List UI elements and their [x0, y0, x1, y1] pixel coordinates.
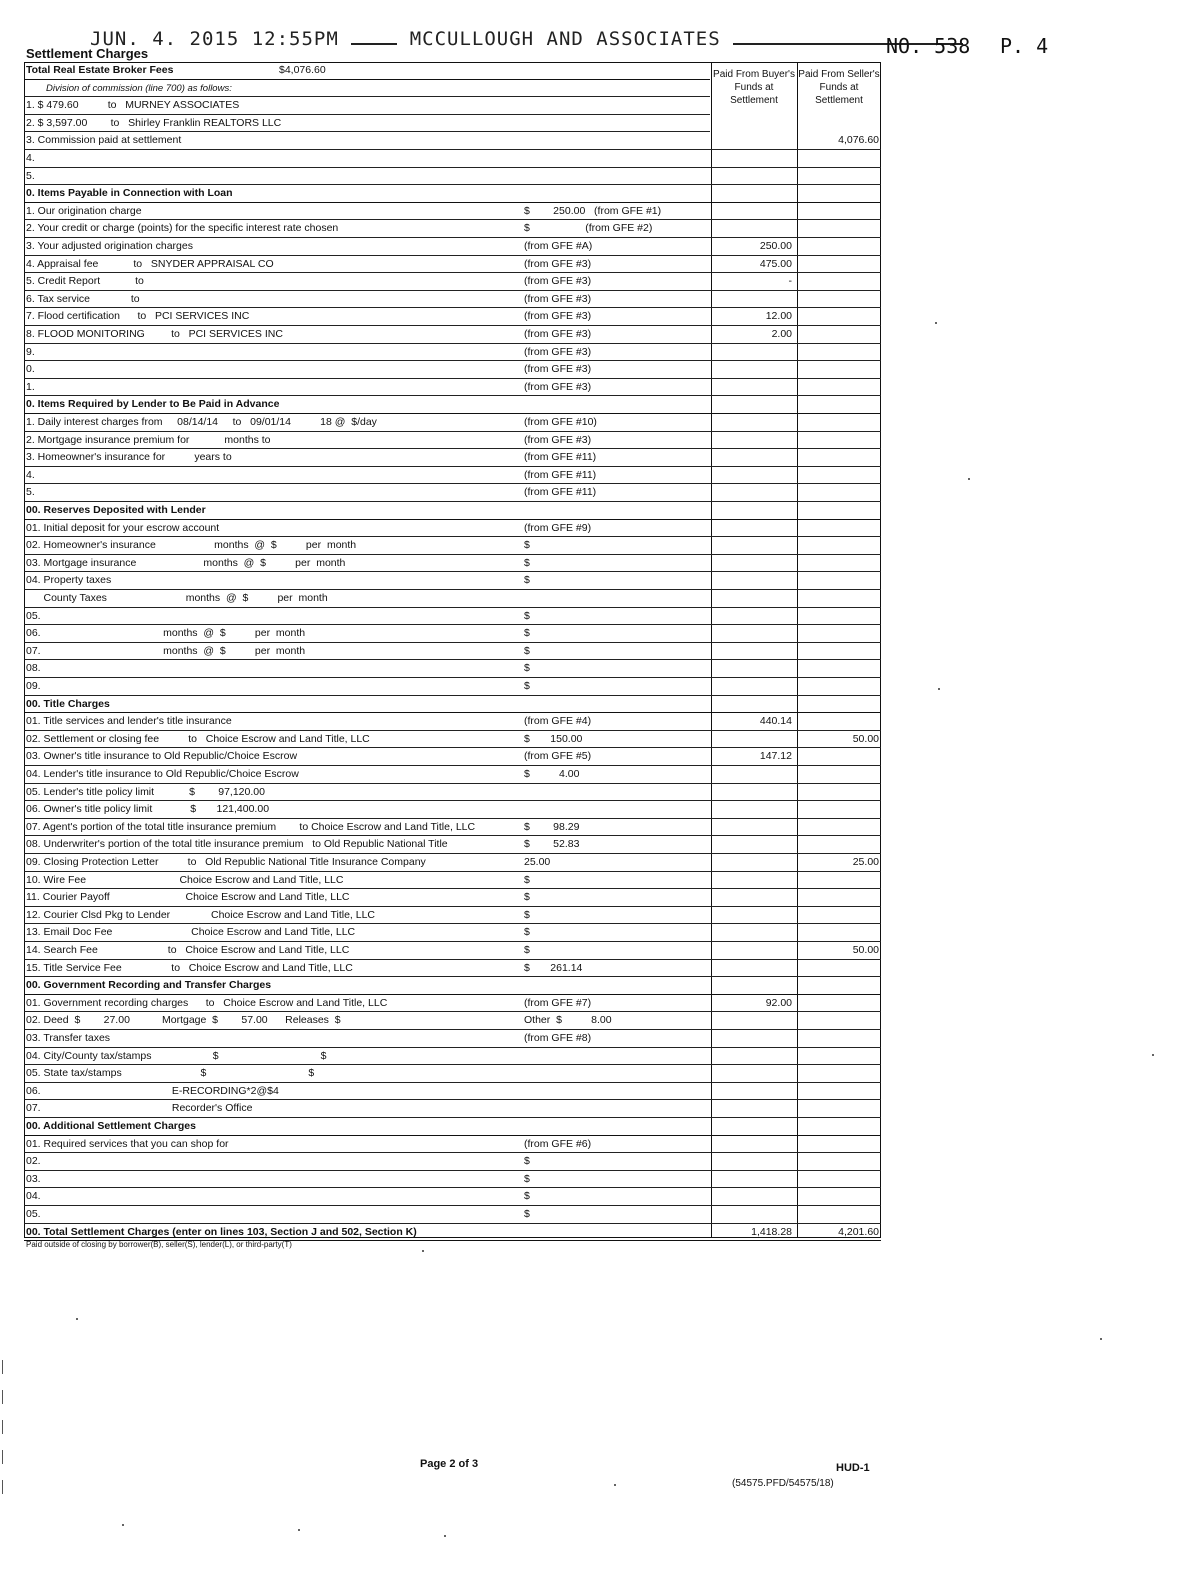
- charge-row: [24, 449, 881, 467]
- row-label: 04. Property taxes: [26, 574, 112, 587]
- row-reference: (from GFE #6): [524, 1137, 592, 1150]
- row-label: 06. Owner's title policy limit $ 121,400.00: [26, 803, 270, 816]
- scan-speck: [968, 478, 970, 480]
- row-label: 07. Agent's portion of the total title insurance premium to Choice Escrow and Land Title, LLC: [26, 820, 476, 833]
- form-reference: (54575.PFD/54575/18): [732, 1478, 834, 1489]
- row-reference: $: [524, 908, 530, 921]
- charge-row: [24, 731, 881, 749]
- row-label: 15. Title Service Fee to Choice Escrow and Land Title, LLC: [26, 961, 353, 974]
- buyer-amount: 440.14: [759, 715, 792, 728]
- row-label: 11. Courier Payoff Choice Escrow and Land Title, LLC: [26, 891, 350, 904]
- buyer-amount: 250.00: [759, 240, 792, 252]
- row-label: 02.: [26, 1155, 41, 1168]
- buyer-amount: 147.12: [759, 750, 792, 763]
- buyer-column-header: Paid From Buyer's Funds at Settlement: [713, 69, 795, 106]
- charge-row: [24, 590, 881, 608]
- charge-row: [24, 1048, 881, 1066]
- row-label: 02. Deed $ 27.00 Mortgage $ 57.00 Releases $: [26, 1014, 341, 1027]
- charge-row: [24, 256, 881, 274]
- charge-row: [24, 889, 881, 907]
- row-label: 12. Courier Clsd Pkg to Lender Choice Escrow and Land Title, LLC: [26, 908, 376, 921]
- row-label: 06. months @ $ per month: [26, 627, 306, 640]
- row-label: 4.: [26, 152, 35, 164]
- scan-speck: [444, 1535, 446, 1537]
- charge-row: [24, 520, 881, 538]
- scan-mark: [2, 1390, 3, 1404]
- scan-speck: [1152, 1054, 1154, 1056]
- fax-header: [90, 28, 963, 50]
- row-label: 00. Total Settlement Charges (enter on lines 103, Section J and 502, Section K): [26, 1225, 417, 1238]
- section-header-row: [24, 396, 881, 414]
- charge-row: [24, 555, 881, 573]
- row-reference: (from GFE #3): [524, 380, 592, 393]
- row-label: 08.: [26, 662, 41, 675]
- row-label: County Taxes months @ $ per month: [26, 592, 328, 604]
- row-label: 09.: [26, 680, 41, 692]
- row-label: 5. Credit Report to: [26, 275, 144, 288]
- row-reference: (from GFE #3): [524, 345, 592, 358]
- charge-row: [24, 344, 881, 362]
- buyer-amount: 475.00: [759, 257, 792, 270]
- row-label: Division of commission (line 700) as follows:: [46, 82, 232, 94]
- row-label: 3. Your adjusted origination charges: [26, 240, 193, 252]
- row-label: 03. Mortgage insurance months @ $ per month: [26, 556, 346, 569]
- row-label: 1.: [26, 380, 35, 393]
- row-label: 03.: [26, 1172, 41, 1185]
- row-label: 07. Recorder's Office: [26, 1102, 253, 1115]
- row-label: 07. months @ $ per month: [26, 644, 306, 657]
- charge-row: [24, 467, 881, 485]
- row-label: 04.: [26, 1190, 41, 1203]
- row-label: 03. Owner's title insurance to Old Republic/Choice Escrow: [26, 750, 298, 763]
- charge-row: [24, 995, 881, 1013]
- row-reference: $: [524, 627, 530, 640]
- row-label: Total Real Estate Broker Fees: [26, 64, 174, 76]
- section-header-row: [24, 696, 881, 714]
- row-label: 2. $ 3,597.00 to Shirley Franklin REALTORS LLC: [26, 116, 282, 129]
- row-reference: $: [524, 574, 530, 587]
- row-label: 2. Mortgage insurance premium for months to: [26, 433, 271, 446]
- row-reference: $: [524, 926, 530, 939]
- row-reference: (from GFE #3): [524, 433, 592, 446]
- row-reference: $: [524, 1208, 530, 1220]
- charge-row: [24, 537, 881, 555]
- row-reference: (from GFE #9): [524, 521, 592, 534]
- row-label: 04. City/County tax/stamps $ $: [26, 1049, 327, 1062]
- row-reference: (from GFE #3): [524, 363, 592, 376]
- charge-row: [24, 361, 881, 379]
- form-title: Settlement Charges: [26, 46, 149, 61]
- charge-row: [24, 484, 881, 502]
- scan-speck: [422, 1250, 424, 1252]
- row-reference: $ 52.83: [524, 838, 580, 851]
- row-label: 5.: [26, 169, 35, 182]
- row-reference: $: [524, 1155, 530, 1168]
- row-reference: Other $ 8.00: [524, 1014, 612, 1027]
- row-label: 01. Required services that you can shop for: [26, 1137, 229, 1150]
- fax-datetime: JUN. 4. 2015 12:55PM: [90, 28, 339, 50]
- row-label: 0. Items Payable in Connection with Loan: [26, 187, 233, 200]
- row-reference: $: [524, 556, 530, 569]
- row-reference: (from GFE #3): [524, 257, 592, 270]
- charge-row: [24, 379, 881, 397]
- row-reference: (from GFE #3): [524, 275, 592, 288]
- row-label: 0. Items Required by Lender to Be Paid in Advance: [26, 398, 280, 411]
- charge-row: [24, 766, 881, 784]
- row-label: 00. Reserves Deposited with Lender: [26, 504, 206, 516]
- row-reference: $: [524, 1190, 530, 1203]
- charge-row: [24, 907, 881, 925]
- scan-speck: [76, 1318, 78, 1320]
- row-reference: $ 250.00 (from GFE #1): [524, 204, 662, 217]
- row-label: 01. Title services and lender's title insurance: [26, 715, 232, 728]
- row-reference: $: [524, 644, 530, 657]
- charge-row: [24, 203, 881, 221]
- row-label: 9.: [26, 345, 35, 358]
- section-header-row: [24, 977, 881, 995]
- row-label: 09. Closing Protection Letter to Old Republic National Title Insurance Company: [26, 856, 426, 868]
- row-reference: $: [524, 1172, 530, 1185]
- seller-amount: 4,201.60: [838, 1225, 879, 1238]
- charge-row: [24, 872, 881, 890]
- row-reference: $ 150.00: [524, 732, 583, 745]
- charge-row: [24, 1206, 881, 1224]
- charge-row: [24, 326, 881, 344]
- row-reference: $: [524, 609, 530, 622]
- charge-row: [24, 924, 881, 942]
- scan-mark: [2, 1360, 3, 1374]
- row-label: 06. E-RECORDING*2@$4: [26, 1084, 279, 1097]
- row-label: 08. Underwriter's portion of the total title insurance premium to Old Republic National Title: [26, 838, 448, 851]
- charge-row: [24, 942, 881, 960]
- row-label: 00. Title Charges: [26, 697, 110, 710]
- row-label: 01. Government recording charges to Choice Escrow and Land Title, LLC: [26, 996, 388, 1009]
- charge-row: [24, 572, 881, 590]
- charge-row: [24, 748, 881, 766]
- seller-amount: 50.00: [852, 732, 879, 745]
- charge-row: [24, 414, 881, 432]
- row-label: 7. Flood certification to PCI SERVICES INC: [26, 310, 250, 323]
- section-header-row: [24, 502, 881, 520]
- row-label: 02. Settlement or closing fee to Choice Escrow and Land Title, LLC: [26, 732, 370, 745]
- row-reference: (from GFE #11): [524, 468, 597, 481]
- scan-speck: [938, 688, 940, 690]
- row-label: 1. Our origination charge: [26, 204, 142, 217]
- row-label: 1. Daily interest charges from 08/14/14 to 09/01/14 18 @ $/day: [26, 416, 377, 428]
- row-reference: $ (from GFE #2): [524, 222, 653, 235]
- charge-row: [24, 854, 881, 872]
- row-label: 01. Initial deposit for your escrow account: [26, 521, 220, 534]
- row-label: 05. Lender's title policy limit $ 97,120.00: [26, 785, 265, 798]
- row-reference: $: [524, 944, 530, 956]
- section-header-row: [24, 1118, 881, 1136]
- charge-row: [24, 660, 881, 678]
- row-label: 1. $ 479.60 to MURNEY ASSOCIATES: [26, 99, 240, 112]
- charge-row: [24, 150, 881, 168]
- row-label: 13. Email Doc Fee Choice Escrow and Land Title, LLC: [26, 926, 356, 939]
- row-label: 05.: [26, 609, 41, 622]
- row-reference: $: [524, 680, 530, 692]
- row-reference: (from GFE #3): [524, 328, 592, 340]
- scan-mark: [2, 1450, 3, 1464]
- form-id: HUD-1: [836, 1462, 870, 1474]
- row-reference: (from GFE #5): [524, 750, 592, 763]
- charge-row: [24, 1083, 881, 1101]
- charge-row: [24, 115, 710, 133]
- row-reference: $4,076.60: [279, 64, 326, 76]
- row-label: 2. Your credit or charge (points) for the specific interest rate chosen: [26, 222, 339, 235]
- page-number: Page 2 of 3: [420, 1458, 479, 1470]
- row-reference: $ 98.29: [524, 820, 580, 833]
- charge-row: [24, 1012, 881, 1030]
- row-label: 00. Additional Settlement Charges: [26, 1120, 196, 1132]
- buyer-amount: 92.00: [765, 996, 792, 1009]
- charge-row: [24, 836, 881, 854]
- charge-row: [24, 713, 881, 731]
- charge-row: [24, 168, 881, 186]
- row-reference: (from GFE #7): [524, 996, 592, 1009]
- charge-row: [24, 678, 881, 696]
- row-label: 04. Lender's title insurance to Old Republic/Choice Escrow: [26, 768, 299, 780]
- charge-row: [24, 238, 881, 256]
- row-reference: (from GFE #3): [524, 310, 592, 323]
- scan-speck: [122, 1524, 124, 1526]
- row-reference: 25.00: [524, 856, 551, 868]
- scan-speck: [1100, 1338, 1102, 1340]
- seller-amount: 4,076.60: [838, 134, 879, 147]
- row-reference: (from GFE #10): [524, 416, 597, 428]
- row-reference: (from GFE #4): [524, 715, 592, 728]
- row-label: 4. Appraisal fee to SNYDER APPRAISAL CO: [26, 257, 274, 270]
- row-reference: (from GFE #11): [524, 451, 597, 464]
- seller-column-header: Paid From Seller's Funds at Settlement: [798, 69, 880, 106]
- row-label: 02. Homeowner's insurance months @ $ per month: [26, 539, 357, 552]
- row-reference: $ 4.00: [524, 768, 580, 780]
- scan-mark: [2, 1420, 3, 1434]
- charge-row: [24, 97, 710, 115]
- row-label: 05.: [26, 1208, 41, 1220]
- charge-row: [24, 308, 881, 326]
- fax-page: P. 4: [1000, 34, 1049, 58]
- charge-row: [24, 273, 881, 291]
- charge-row: [24, 643, 881, 661]
- charge-row: [24, 1030, 881, 1048]
- row-label: 14. Search Fee to Choice Escrow and Land Title, LLC: [26, 944, 350, 956]
- row-label: 6. Tax service to: [26, 292, 140, 305]
- row-label: 03. Transfer taxes: [26, 1032, 111, 1044]
- charge-row: [24, 1171, 881, 1189]
- row-label: 0.: [26, 363, 35, 376]
- charge-row: [24, 625, 881, 643]
- row-reference: $ 261.14: [524, 961, 583, 974]
- row-reference: (from GFE #11): [524, 486, 597, 499]
- row-label: 5.: [26, 486, 35, 499]
- row-reference: $: [524, 891, 530, 904]
- charge-row: [24, 960, 881, 978]
- charge-row: [24, 608, 881, 626]
- scan-speck: [614, 1484, 616, 1486]
- scan-speck: [935, 322, 937, 324]
- row-label: 3. Commission paid at settlement: [26, 134, 182, 147]
- section-header-row: [24, 62, 710, 80]
- buyer-amount: 12.00: [765, 310, 792, 323]
- row-reference: $: [524, 873, 530, 886]
- seller-amount: 50.00: [852, 944, 879, 956]
- charge-row: [24, 220, 881, 238]
- row-reference: $: [524, 662, 530, 675]
- charge-row: [24, 819, 881, 837]
- charge-row: [24, 1136, 881, 1154]
- row-reference: (from GFE #A): [524, 240, 593, 252]
- fax-number: NO. 538: [886, 34, 971, 58]
- footnote: Paid outside of closing by borrower(B), seller(S), lender(L), or third-party(T): [26, 1240, 292, 1249]
- buyer-amount: -: [788, 275, 792, 288]
- row-label: 05. State tax/stamps $ $: [26, 1067, 315, 1080]
- row-label: 8. FLOOD MONITORING to PCI SERVICES INC: [26, 328, 283, 340]
- charge-row: [24, 432, 881, 450]
- charge-row: [24, 80, 710, 98]
- row-label: 00. Government Recording and Transfer Charges: [26, 979, 272, 992]
- row-label: 4.: [26, 468, 35, 481]
- row-reference: $: [524, 539, 530, 552]
- scan-speck: [298, 1529, 300, 1531]
- row-reference: (from GFE #3): [524, 292, 592, 305]
- row-reference: (from GFE #8): [524, 1032, 592, 1044]
- section-header-row: [24, 1224, 881, 1242]
- row-label: 10. Wire Fee Choice Escrow and Land Title, LLC: [26, 873, 344, 886]
- section-header-row: [24, 185, 881, 203]
- charge-row: [24, 132, 881, 150]
- fax-sender: MCCULLOUGH AND ASSOCIATES: [409, 28, 721, 50]
- charge-row: [24, 1065, 881, 1083]
- scan-mark: [2, 1480, 3, 1494]
- charge-row: [24, 801, 881, 819]
- charge-row: [24, 291, 881, 309]
- row-label: 3. Homeowner's insurance for years to: [26, 451, 232, 464]
- charge-row: [24, 784, 881, 802]
- buyer-amount: 2.00: [771, 328, 792, 340]
- seller-amount: 25.00: [852, 856, 879, 868]
- buyer-amount: 1,418.28: [751, 1225, 792, 1238]
- charge-row: [24, 1100, 881, 1118]
- charge-row: [24, 1188, 881, 1206]
- charge-row: [24, 1153, 881, 1171]
- fax-rule: [351, 35, 397, 45]
